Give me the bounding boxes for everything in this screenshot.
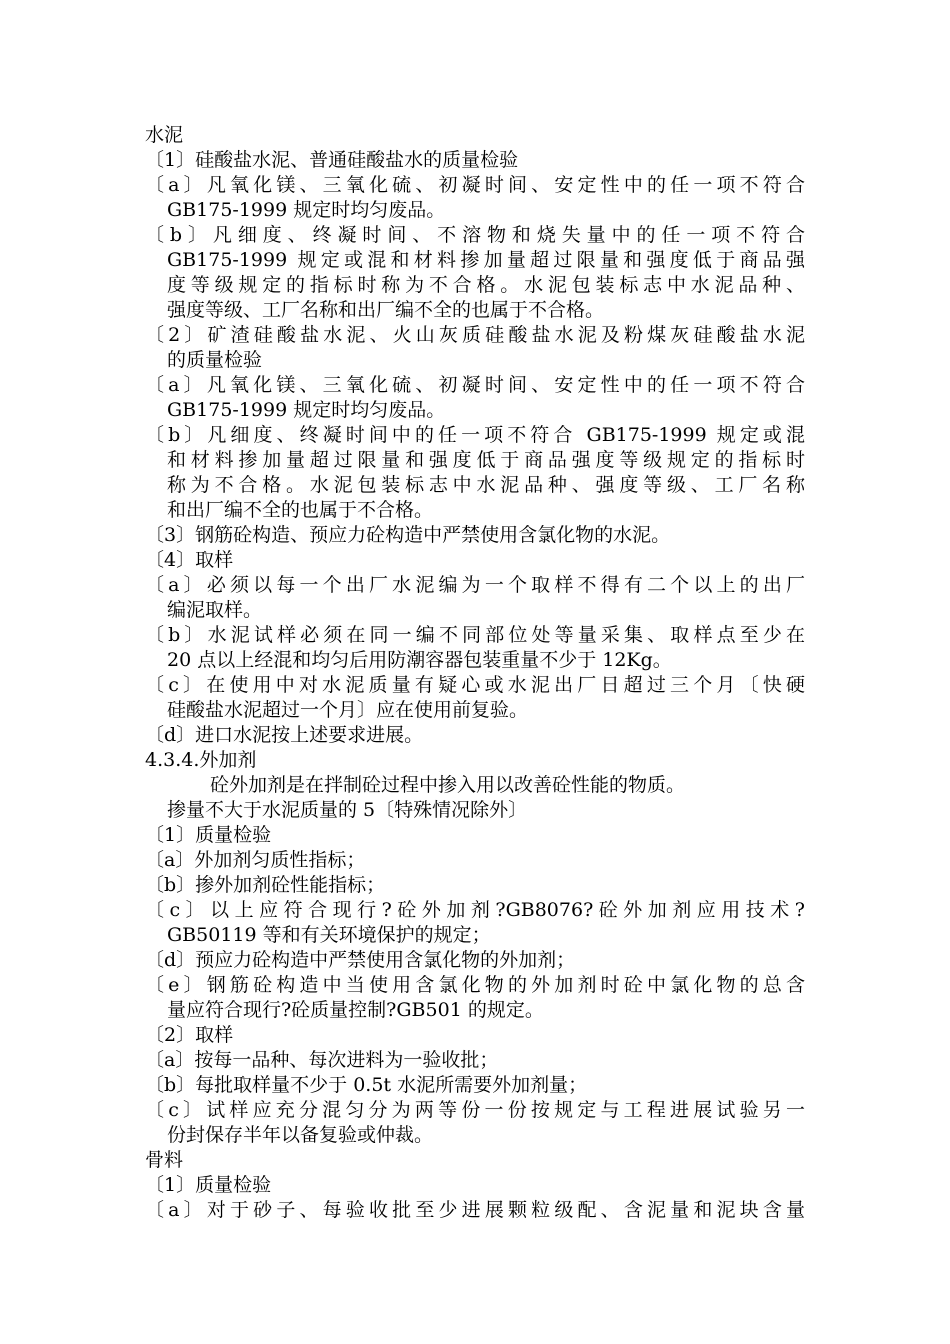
text-line: GB175-1999 规定时均匀废品。	[167, 199, 446, 221]
text-line: GB175-1999 规定或混和材料掺加量超过限量和强度低于商品强	[167, 249, 805, 271]
text-line: 〔b〕水泥试样必须在同一编不同部位处等量采集、取样点至少在	[145, 624, 805, 646]
text-line: 的质量检验	[167, 349, 263, 371]
text-line: 20 点以上经混和均匀后用防潮容器包装重量不少于 12Kg。	[167, 649, 672, 671]
text-line: 〔2〕取样	[145, 1024, 234, 1046]
text-line: 〔c〕试样应充分混匀分为两等份一份按规定与工程进展试验另一	[145, 1099, 805, 1121]
text-line: 〔b〕凡细度、终凝时间中的任一项不符合 GB175-1999 规定或混	[145, 424, 805, 446]
text-line: 〔c〕在使用中对水泥质量有疑心或水泥出厂日超过三个月〔快硬	[145, 674, 805, 696]
text-line: 〔b〕掺外加剂砼性能指标；	[145, 874, 386, 896]
text-line: GB50119 等和有关环境保护的规定；	[167, 924, 491, 946]
text-line: 〔a〕必须以每一个出厂水泥编为一个取样不得有二个以上的出厂	[145, 574, 805, 596]
text-line: 〔3〕钢筋砼构造、预应力砼构造中严禁使用含氯化物的水泥。	[145, 524, 671, 546]
text-line: 编泥取样。	[167, 599, 263, 621]
text-line: 硅酸盐水泥超过一个月〕应在使用前复验。	[167, 699, 529, 721]
section-heading-admixture: 4.3.4.外加剂	[145, 749, 257, 771]
text-line: GB175-1999 规定时均匀废品。	[167, 399, 446, 421]
text-line: 份封保存半年以备复验或仲裁。	[167, 1124, 434, 1146]
section-heading-aggregate: 骨料	[145, 1149, 184, 1171]
text-line: 〔a〕对于砂子、每验收批至少进展颗粒级配、含泥量和泥块含量	[145, 1199, 805, 1221]
text-line: 〔4〕取样	[145, 549, 234, 571]
text-line: 〔d〕预应力砼构造中严禁使用含氯化物的外加剂；	[145, 949, 576, 971]
text-line: 〔d〕进口水泥按上述要求进展。	[145, 724, 424, 746]
text-line: 和出厂编不全的也属于不合格。	[167, 499, 434, 521]
text-line: 〔a〕按每一品种、每次进料为一验收批；	[145, 1049, 499, 1071]
section-heading-cement: 水泥	[145, 124, 184, 146]
text-line: 〔1〕质量检验	[145, 1174, 272, 1196]
text-line: 〔c〕以上应符合现行?砼外加剂?GB8076?砼外加剂应用技术?	[145, 899, 805, 921]
text-line: 度等级规定的指标时称为不合格。水泥包装标志中水泥品种、	[167, 274, 805, 296]
text-line: 〔a〕凡氧化镁、三氧化硫、初凝时间、安定性中的任一项不符合	[145, 374, 805, 396]
text-line: 称为不合格。水泥包装标志中水泥品种、强度等级、工厂名称	[167, 474, 805, 496]
text-line: 〔b〕凡细度、终凝时间、不溶物和烧失量中的任一项不符合	[145, 224, 805, 246]
text-line: 〔1〕质量检验	[145, 824, 272, 846]
text-line: 量应符合现行?砼质量控制?GB501 的规定。	[167, 999, 544, 1021]
text-line: 掺量不大于水泥质量的 5〔特殊情况除外〕	[167, 799, 528, 821]
text-line: 〔e〕钢筋砼构造中当使用含氯化物的外加剂时砼中氯化物的总含	[145, 974, 805, 996]
text-line: 砼外加剂是在拌制砼过程中掺入用以改善砼性能的物质。	[210, 774, 686, 796]
text-line: 〔1〕硅酸盐水泥、普通硅酸盐水的质量检验	[145, 149, 519, 171]
text-line: 强度等级、工厂名称和出厂编不全的也属于不合格。	[167, 299, 605, 321]
text-line: 〔a〕外加剂匀质性指标；	[145, 849, 366, 871]
text-line: 〔b〕每批取样量不少于 0.5t 水泥所需要外加剂量；	[145, 1074, 588, 1096]
text-line: 〔a〕凡氧化镁、三氧化硫、初凝时间、安定性中的任一项不符合	[145, 174, 805, 196]
text-line: 〔2〕矿渣硅酸盐水泥、火山灰质硅酸盐水泥及粉煤灰硅酸盐水泥	[145, 324, 805, 346]
text-line: 和材料掺加量超过限量和强度低于商品强度等级规定的指标时	[167, 449, 805, 471]
